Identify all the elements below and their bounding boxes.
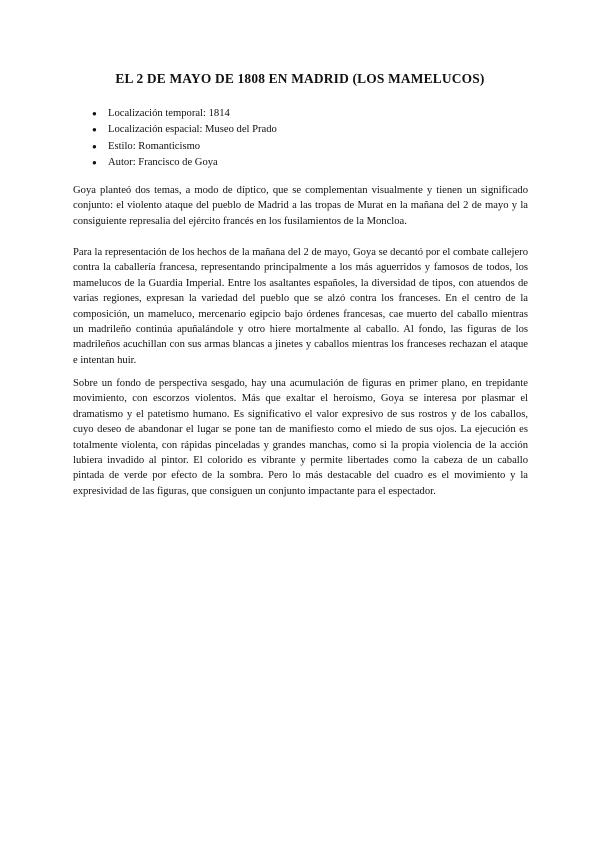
fact-location [92,122,277,138]
fact-text: Autor: Francisco de Goya [108,157,218,169]
artwork-facts-list [92,106,277,172]
document-title: EL 2 DE MAYO DE 1808 EN MADRID (LOS MAMELUCOS) [115,71,485,86]
paragraph-scene: Para la representación de los hechos de la mañana del 2 de mayo, Goya se decantó por el combate callejero contra la caballería francesa, representando principalmente a los más aguerridos y famosos de todos, los mamelucos de la Guardia Imperial. Entre los asaltantes españoles, la diversidad de tipos, con atuendos de varias regiones, expresan la variedad del pueblo que se alzó contra los franceses. En el centro de la composición, un mameluco, mercenario egipcio bajo órdenes francesas, cae muerto del caballo mientras un madrileño continúa apuñalándole y otro hiere mortalmente al caballo. Al fondo, las figuras de los madrileños acuchillan con sus armas blancas a jinetes y caballos mientras los franceses rechazan el ataque e intentan huir. [73,247,528,366]
fact-author [92,155,277,171]
bullet-icon: ● [92,141,97,151]
fact-text: Localización espacial: Museo del Prado [108,124,277,136]
bullet-icon: ● [92,109,97,118]
fact-text: Localización temporal: 1814 [108,108,230,119]
paragraph-style: Sobre un fondo de perspectiva sesgado, hay una acumulación de figuras en primer plano, en trepidante movimiento, con escorzos violentos. Más que exaltar el heroísmo, Goya se interesa por plasmar el dramatismo y el patetismo humano. Es significativo el valor expresivo de sus rostros y de los caballos, cuyo deseo de abandonar el lugar se pone tan de manifiesto como el miedo de sus ojos. La ejecución es totalmente violenta, con rápidas pinceladas y grandes manchas, como si la propia violencia de la acción lubiera invadido al pintor. El colorido es vibrante y permite libertades como la cabeza de un caballo pintada de verde por efecto de la sombra. Pero lo más destacable del cuadro es el movimiento y la expresividad de las figuras, que consiguen un conjunto impactante para el espectador. [73,378,528,497]
paragraph-intro: Goya planteó dos temas, a modo de díptico, que se complementan visualmente y tienen un significado conjunto: el violento ataque del pueblo de Madrid a las tropas de Murat en la mañana del 2 de mayo y la consiguiente represalia del ejército francés en los fusilamientos de la Moncloa. [73,185,528,227]
bullet-icon: ● [92,125,97,135]
fact-date [92,106,277,122]
fact-text: Estilo: Romanticismo [108,140,201,152]
bullet-icon: ● [92,158,97,168]
fact-style [92,139,277,155]
